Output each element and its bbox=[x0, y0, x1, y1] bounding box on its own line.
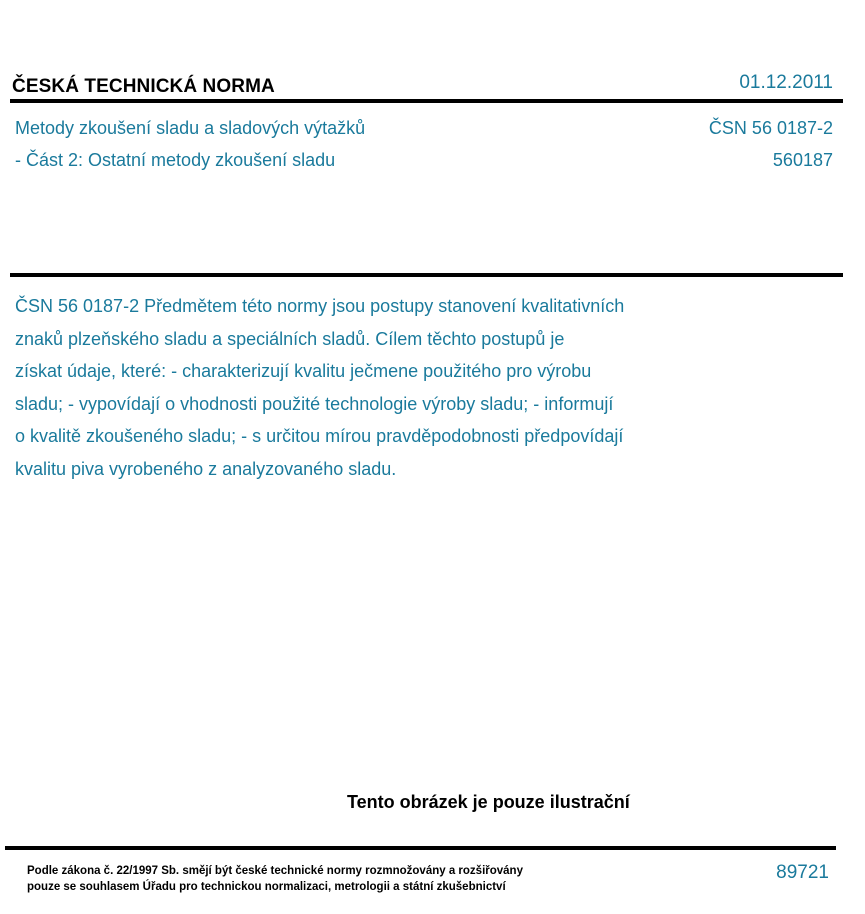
document-type-title: ČESKÁ TECHNICKÁ NORMA bbox=[12, 76, 275, 97]
legal-line: Podle zákona č. 22/1997 Sb. smějí být české technické normy rozmnožovány a rozšiřovány bbox=[27, 865, 523, 877]
legal-line: pouze se souhlasem Úřadu pro technickou normalizaci, metrologii a státní zkušebnictví bbox=[27, 881, 506, 893]
illustration-notice: Tento obrázek je pouze ilustrační bbox=[347, 792, 630, 812]
abstract-text bbox=[15, 290, 755, 486]
abstract-line: znaků plzeňského sladu a speciálních sladů. Cílem těchto postupů je bbox=[15, 328, 565, 349]
standard-code: ČSN 56 0187-2 bbox=[708, 118, 833, 138]
abstract-line: sladu; - vypovídají o vhodnosti použité technologie výroby sladu; - informují bbox=[15, 393, 614, 414]
title-divider bbox=[10, 273, 843, 277]
footer-divider bbox=[5, 846, 836, 850]
legal-notice bbox=[27, 863, 523, 895]
abstract-line: o kvalitě zkoušeného sladu; - s určitou mírou pravděpodobnosti předpovídají bbox=[15, 426, 624, 447]
abstract-line: kvalitu piva vyrobeného z analyzovaného sladu. bbox=[15, 458, 397, 479]
standard-title-line2: - Část 2: Ostatní metody zkoušení sladu bbox=[15, 150, 336, 170]
abstract-line: získat údaje, které: - charakterizují kvalitu ječmene použitého pro výrobu bbox=[15, 361, 592, 382]
standard-title-line1: Metody zkoušení sladu a sladových výtažků bbox=[15, 118, 366, 138]
abstract-line: ČSN 56 0187-2 Předmětem této normy jsou postupy stanovení kvalitativních bbox=[15, 296, 625, 316]
document-id: 89721 bbox=[776, 862, 829, 883]
standard-number: 560187 bbox=[772, 150, 833, 170]
header-divider bbox=[10, 99, 843, 103]
publication-date: 01.12.2011 bbox=[739, 72, 833, 93]
